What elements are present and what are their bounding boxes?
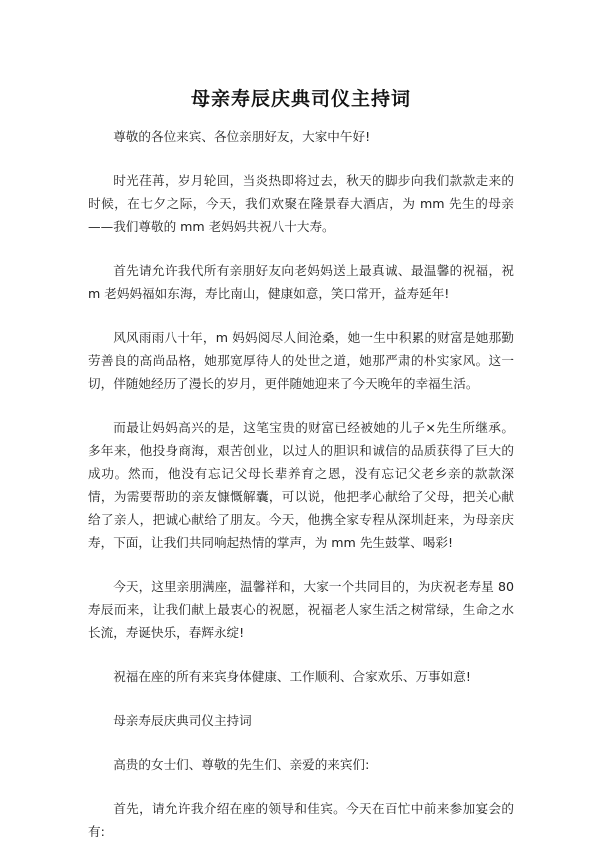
paragraph-blessing: 首先请允许我代所有亲朋好友向老妈妈送上最真诚、最温馨的祝福，祝 m 老妈妈福如东海，寿比南山，健康如意，笑口常开，益寿延年! — [88, 263, 514, 301]
paragraph-second-title: 母亲寿辰庆典司仪主持词 — [113, 713, 252, 728]
paragraph-guest-wishes: 祝福在座的所有来宾身体健康、工作顺利、合家欢乐、万事如意! — [113, 669, 471, 684]
paragraph-address: 高贵的女士们、尊敬的先生们、亲爱的来宾们: — [113, 757, 370, 772]
document-title: 母亲寿辰庆典司仪主持词 — [190, 88, 411, 110]
paragraph-greeting: 尊敬的各位来宾、各位亲朋好友，大家中午好! — [113, 129, 371, 144]
paragraph-son-tribute: 而最让妈妈高兴的是，这笔宝贵的财富已经被她的儿子×先生所继承。多年来，他投身商海，艰苦创业，以过人的胆识和诚信的品质获得了巨大的成功。然而，他没有忘记父母长辈养育之恩，没有忘记父老乡亲的款款深情，为需要帮助的亲友慷慨解囊，可以说，他把孝心献给了父母，把关心献给了亲人，把诚心献给了朋友。今天，他携全家专程从深圳赶来，为母亲庆寿，下面，让我们共同响起热情的掌声，为 mm 先生鼓掌、喝彩! — [88, 420, 514, 550]
paragraph-celebration: 今天，这里亲朋满座，温馨祥和，大家一个共同目的，为庆祝老寿星 80 寿辰而来，让我们献上最衷心的祝愿，祝福老人家生活之树常绿，生命之水长流，寿诞快乐，春辉永绽! — [88, 579, 514, 640]
paragraph-life-story: 风风雨雨八十年，m 妈妈阅尽人间沧桑，她一生中积累的财富是她那勤劳善良的高尚品格，她那宽厚待人的处世之道，她那严肃的朴实家风。这一切，伴随她经历了漫长的岁月，更伴随她迎来了今天晚年的幸福生活。 — [88, 330, 514, 391]
paragraph-opening: 时光荏苒，岁月轮回，当炎热即将过去，秋天的脚步向我们款款走来的时候，在七夕之际，今天，我们欢聚在隆景春大酒店，为 mm 先生的母亲——我们尊敬的 mm 老妈妈共祝八十大寿。 — [88, 173, 514, 234]
paragraph-introduction: 首先，请允许我介绍在座的领导和佳宾。今天在百忙中前来参加宴会的有: — [88, 801, 514, 839]
